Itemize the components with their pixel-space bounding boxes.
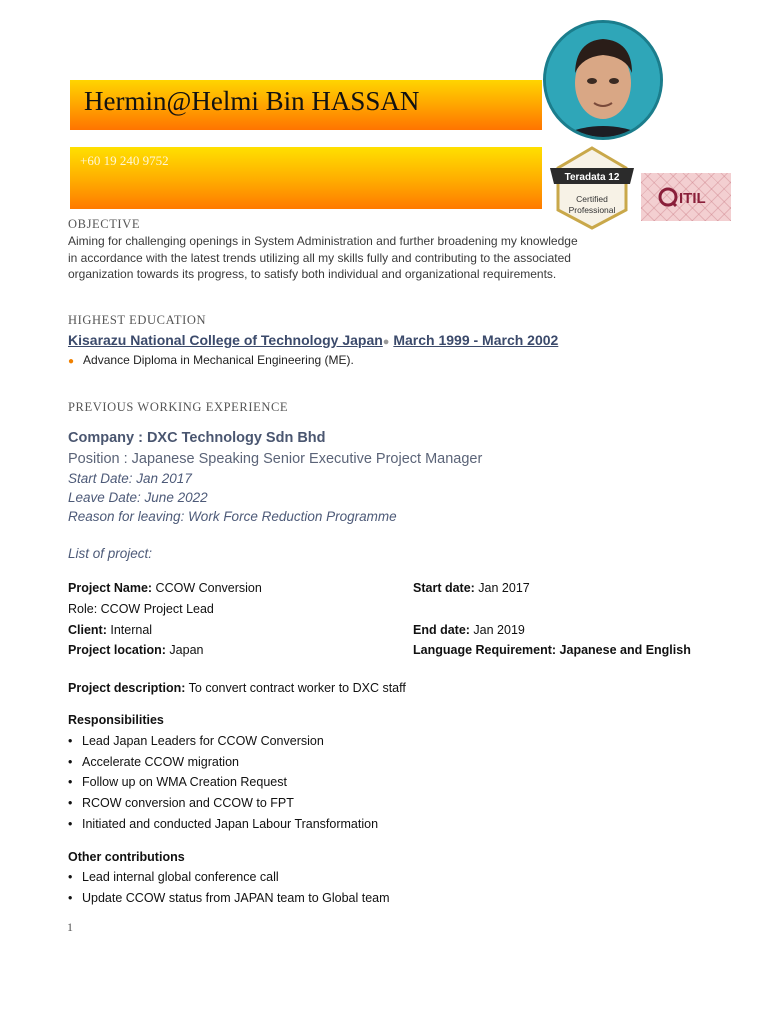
teradata-line2: Professional xyxy=(568,205,616,215)
client-label: Client: xyxy=(68,623,107,637)
bullet-icon: ● xyxy=(68,356,75,367)
list-item xyxy=(68,817,378,831)
diploma-text: Advance Diploma in Mechanical Engineering (ME). xyxy=(83,353,354,367)
other-heading-text: Other contributions xyxy=(68,850,185,864)
project-list-label: List of project: xyxy=(68,546,153,561)
list-item xyxy=(68,734,324,748)
bullet-icon: • xyxy=(68,870,73,884)
education-heading: HIGHEST EDUCATION xyxy=(68,313,207,327)
education-bullet xyxy=(68,353,354,367)
itil-text: ITIL xyxy=(679,190,706,207)
teradata-line1: Certified xyxy=(576,194,608,204)
list-item-text: Initiated and conducted Japan Labour Transformation xyxy=(82,817,379,831)
teradata-badge xyxy=(546,146,638,230)
location-value: Japan xyxy=(165,643,204,657)
project-end xyxy=(413,623,525,637)
list-item xyxy=(68,775,287,789)
project-role: Role: CCOW Project Lead xyxy=(68,602,214,616)
language-text: Language Requirement: Japanese and English xyxy=(413,643,691,657)
separator-dot: ● xyxy=(382,336,390,348)
list-item-text: Follow up on WMA Creation Request xyxy=(82,775,287,789)
page-number: 1 xyxy=(67,920,73,934)
project-name-value: CCOW Conversion xyxy=(152,581,262,595)
objective-text xyxy=(68,233,578,283)
description-label: Project description: xyxy=(68,681,186,695)
company-name: Company : DXC Technology Sdn Bhd xyxy=(68,430,326,446)
project-location xyxy=(68,643,203,657)
education-period: March 1999 - March 2002 xyxy=(393,332,559,348)
responsibilities-heading-text: Responsibilities xyxy=(68,713,164,727)
objective-heading: OBJECTIVE xyxy=(68,217,141,231)
project-name-label: Project Name: xyxy=(68,581,153,595)
leave-reason: Reason for leaving: Work Force Reduction Programme xyxy=(68,509,397,524)
bullet-icon: • xyxy=(68,817,73,831)
list-item-text: Accelerate CCOW migration xyxy=(82,755,239,769)
itil-logo xyxy=(641,173,731,221)
location-label: Project location: xyxy=(68,643,166,657)
experience-heading: PREVIOUS WORKING EXPERIENCE xyxy=(68,400,289,414)
other-contributions-heading xyxy=(68,850,185,864)
start-value: Jan 2017 xyxy=(474,581,530,595)
list-item-text: Lead Japan Leaders for CCOW Conversion xyxy=(82,734,324,748)
education-line xyxy=(68,332,558,348)
list-item xyxy=(68,891,390,905)
position-title: Position : Japanese Speaking Senior Executive Project Manager xyxy=(68,451,483,467)
bullet-icon: • xyxy=(68,775,73,789)
start-date: Start Date: Jan 2017 xyxy=(68,471,192,486)
bullet-icon: • xyxy=(68,755,73,769)
objective-line: organization towards its progress, to satisfy both individual and organizational requirements. xyxy=(68,267,557,281)
school-name: Kisarazu National College of Technology Japan xyxy=(68,332,383,348)
candidate-name: Hermin@Helmi Bin HASSAN xyxy=(84,86,420,116)
description-value: To convert contract worker to DXC staff xyxy=(185,681,406,695)
project-description xyxy=(68,681,406,695)
list-item xyxy=(68,870,279,884)
objective-line: Aiming for challenging openings in System Administration and further broadening my knowledge xyxy=(68,234,578,248)
list-item xyxy=(68,796,294,810)
responsibilities-heading xyxy=(68,713,164,727)
bullet-icon: • xyxy=(68,891,73,905)
list-item-text: RCOW conversion and CCOW to FPT xyxy=(82,796,294,810)
objective-line: in accordance with the latest trends utilizing all my skills fully and contributing to the associated xyxy=(68,250,571,265)
project-start xyxy=(413,581,530,595)
bullet-icon: • xyxy=(68,734,73,748)
list-item-text: Update CCOW status from JAPAN team to Global team xyxy=(82,891,390,905)
teradata-title: Teradata 12 xyxy=(564,172,620,183)
end-label: End date: xyxy=(413,623,470,637)
phone-number: +60 19 240 9752 xyxy=(80,153,169,168)
bullet-icon: • xyxy=(68,796,73,810)
list-item xyxy=(68,755,239,769)
leave-date: Leave Date: June 2022 xyxy=(68,490,208,505)
profile-photo xyxy=(543,20,663,140)
start-label: Start date: xyxy=(413,581,475,595)
list-item-text: Lead internal global conference call xyxy=(82,870,279,884)
project-name xyxy=(68,581,262,595)
project-client xyxy=(68,623,152,637)
language-requirement xyxy=(413,643,691,657)
client-value: Internal xyxy=(106,623,153,637)
end-value: Jan 2019 xyxy=(469,623,525,637)
